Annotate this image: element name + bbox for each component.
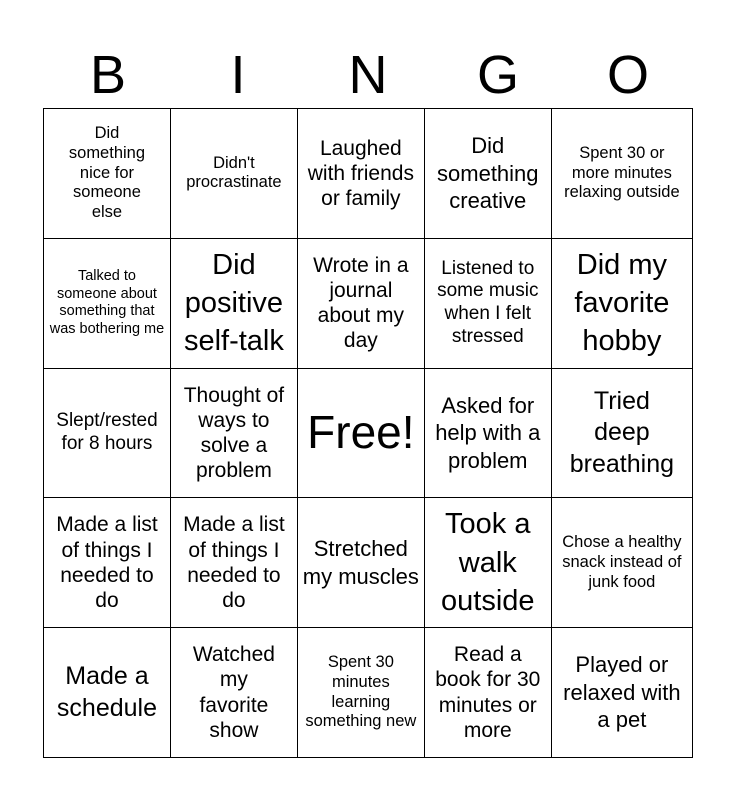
bingo-cell[interactable]: Did something creative (425, 109, 552, 239)
bingo-cell[interactable]: Thought of ways to solve a problem (171, 369, 298, 499)
bingo-cell[interactable]: Played or relaxed with a pet (552, 628, 693, 758)
bingo-cell[interactable]: Talked to someone about something that was bothering me (44, 239, 171, 369)
bingo-cell[interactable]: Did something nice for someone else (44, 109, 171, 239)
bingo-cell[interactable]: Spent 30 minutes learning something new (298, 628, 425, 758)
bingo-cell[interactable]: Tried deep breathing (552, 369, 693, 499)
bingo-cell[interactable]: Read a book for 30 minutes or more (425, 628, 552, 758)
bingo-cell[interactable]: Made a list of things I needed to do (171, 498, 298, 628)
header-letter-b: B (89, 45, 127, 105)
bingo-cell[interactable]: Listened to some music when I felt stressed (425, 239, 552, 369)
header-letter-n: N (348, 45, 388, 105)
free-space[interactable]: Free! (298, 369, 425, 499)
bingo-cell[interactable]: Slept/rested for 8 hours (44, 369, 171, 499)
bingo-cell[interactable]: Stretched my muscles (298, 498, 425, 628)
header-letter-o: O (606, 45, 649, 105)
bingo-cell[interactable]: Watched my favorite show (171, 628, 298, 758)
bingo-cell[interactable]: Did positive self-talk (171, 239, 298, 369)
bingo-header (43, 42, 693, 108)
bingo-cell[interactable]: Made a list of things I needed to do (44, 498, 171, 628)
bingo-cell[interactable]: Spent 30 or more minutes relaxing outside (552, 109, 693, 239)
bingo-cell[interactable]: Made a schedule (44, 628, 171, 758)
header-letter-i: I (230, 45, 246, 105)
header-letter-g: G (476, 45, 519, 105)
bingo-cell[interactable]: Wrote in a journal about my day (298, 239, 425, 369)
bingo-card (43, 108, 693, 758)
bingo-cell[interactable]: Didn't procrastinate (171, 109, 298, 239)
bingo-cell[interactable]: Chose a healthy snack instead of junk food (552, 498, 693, 628)
bingo-cell[interactable]: Laughed with friends or family (298, 109, 425, 239)
bingo-cell[interactable]: Asked for help with a problem (425, 369, 552, 499)
bingo-cell[interactable]: Did my favorite hobby (552, 239, 693, 369)
bingo-cell[interactable]: Took a walk outside (425, 498, 552, 628)
